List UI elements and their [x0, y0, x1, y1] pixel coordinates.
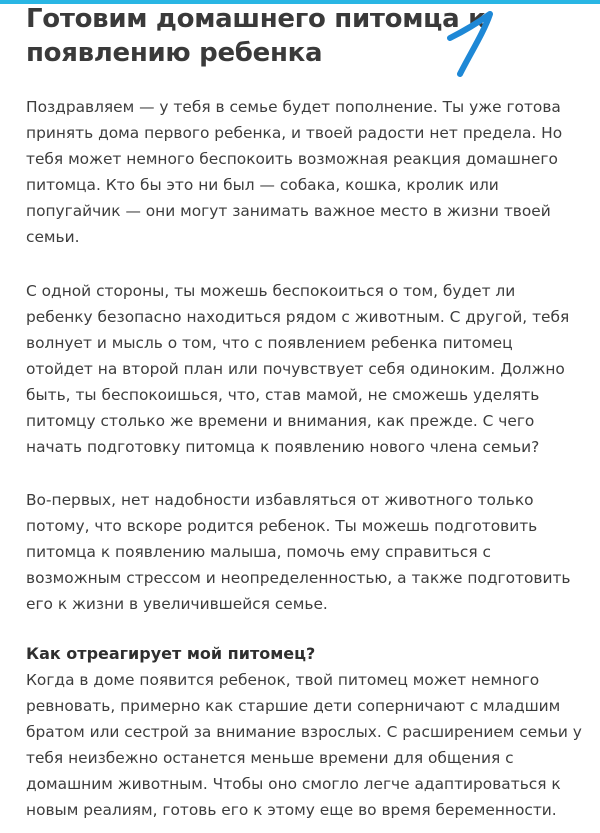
- article-paragraph-4: Когда в доме появится ребенок, твой питомец может немного ревновать, примерно как старшие дети соперничают с младшим братом или сестрой за внимание взрослых. С расширением семьи у тебя неизбежно останется меньше времени для общения с домашним животным. Чтобы оно смогло легче адаптироваться к новым реалиям, готовь его к этому еще во время беременности.: [26, 671, 582, 819]
- section-subheading: Как отреагирует мой питомец?: [26, 644, 316, 663]
- handwritten-number-one-icon: [440, 10, 510, 80]
- article-paragraph-3: Во-первых, нет надобности избавляться от животного только потому, что вскоре родится ребенок. Ты можешь подготовить питомца к появлению малыша, помочь ему справиться с возможным стрессом и неопределенностью, а также подготовить его к жизни в увеличившейся семье.: [26, 491, 571, 613]
- article-title: Готовим домашнего питомца к появлению ребенка: [26, 4, 486, 68]
- article-paragraph-1: Поздравляем — у тебя в семье будет пополнение. Ты уже готова принять дома первого ребенка, и твоей радости нет предела. Но тебя может немного беспокоить возможная реакция домашнего питомца. Кто бы это ни был — собака, кошка, кролик или попугайчик — они могут занимать важное место в жизни твоей семьи.: [26, 98, 563, 246]
- article-paragraph-2: С одной стороны, ты можешь беспокоиться о том, будет ли ребенку безопасно находиться рядом с животным. С другой, тебя волнует и мысль о том, что с появлением ребенка питомец отойдет на второй план или почувствует себя одиноким. Должно быть, ты беспокоишься, что, став мамой, не сможешь уделять питомцу столько же времени и внимания, как прежде. С чего начать подготовку питомца к появлению нового члена семьи?: [26, 282, 570, 456]
